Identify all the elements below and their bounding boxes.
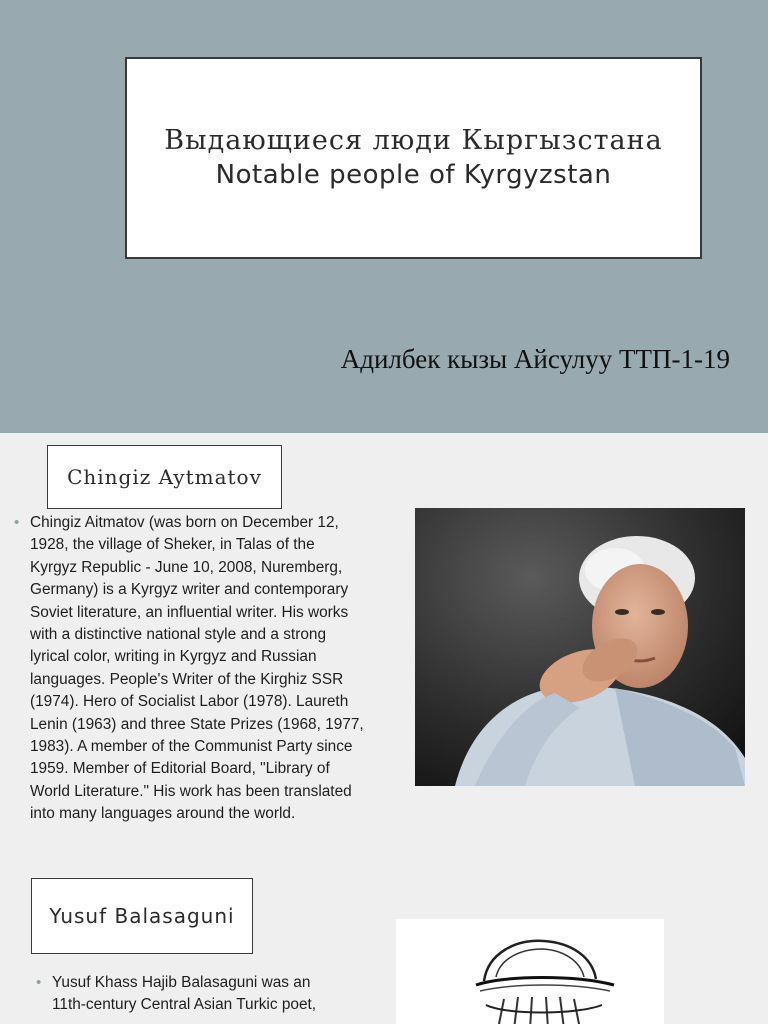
bio-line: 1959. Member of Editorial Board, "Library of xyxy=(30,760,330,778)
balasaguni-bio xyxy=(36,972,386,1017)
bio-line: World Literature." His work has been translated xyxy=(30,782,352,800)
bio-line: 1928, the village of Sheker, in Talas of the xyxy=(30,536,315,554)
title-slide xyxy=(0,0,768,433)
bullet-icon: • xyxy=(36,974,42,991)
bio-line: lyrical color, writing in Kyrgyz and Russian xyxy=(30,648,317,666)
balasaguni-slide xyxy=(0,858,768,1024)
bio-line: Chingiz Aitmatov (was born on December 12, xyxy=(30,514,339,531)
bio-line: 1983). A member of the Communist Party since xyxy=(30,738,353,756)
bio-line: Soviet literature, an influential writer. His works xyxy=(30,603,349,621)
bio-line: Kyrgyz Republic - June 10, 2008, Nuremberg, xyxy=(30,558,343,576)
title-english: Notable people of Kyrgyzstan xyxy=(215,160,612,190)
balasaguni-sketch xyxy=(396,919,664,1024)
bio-line: languages. People's Writer of the Kirghiz SSR xyxy=(30,670,344,688)
aytmatov-bio xyxy=(14,512,398,826)
bio-line: Germany) is a Kyrgyz writer and contemporary xyxy=(30,581,349,599)
bio-line: Lenin (1963) and three State Prizes (1968, 1977, xyxy=(30,715,364,733)
balasaguni-heading-box xyxy=(31,878,253,954)
bio-line: into many languages around the world. xyxy=(30,805,296,823)
bullet-icon: • xyxy=(14,514,20,531)
author-subtitle: Адилбек кызы Айсулуу ТТП-1-19 xyxy=(340,344,730,374)
aytmatov-slide xyxy=(0,433,768,858)
bio-line: (1974). Hero of Socialist Labor (1978). Laureth xyxy=(30,693,349,711)
bio-line: 11th-century Central Asian Turkic poet, xyxy=(52,996,317,1014)
aytmatov-heading: Chingiz Aytmatov xyxy=(67,465,262,489)
balasaguni-heading: Yusuf Balasaguni xyxy=(49,904,235,928)
title-russian: Выдающиеся люди Кыргызстана xyxy=(164,125,663,156)
title-box xyxy=(125,57,702,259)
bio-line: Yusuf Khass Hajib Balasaguni was an xyxy=(52,974,311,991)
bio-line: with a distinctive national style and a strong xyxy=(30,626,327,644)
aytmatov-portrait xyxy=(415,508,745,786)
aytmatov-heading-box xyxy=(47,445,282,509)
